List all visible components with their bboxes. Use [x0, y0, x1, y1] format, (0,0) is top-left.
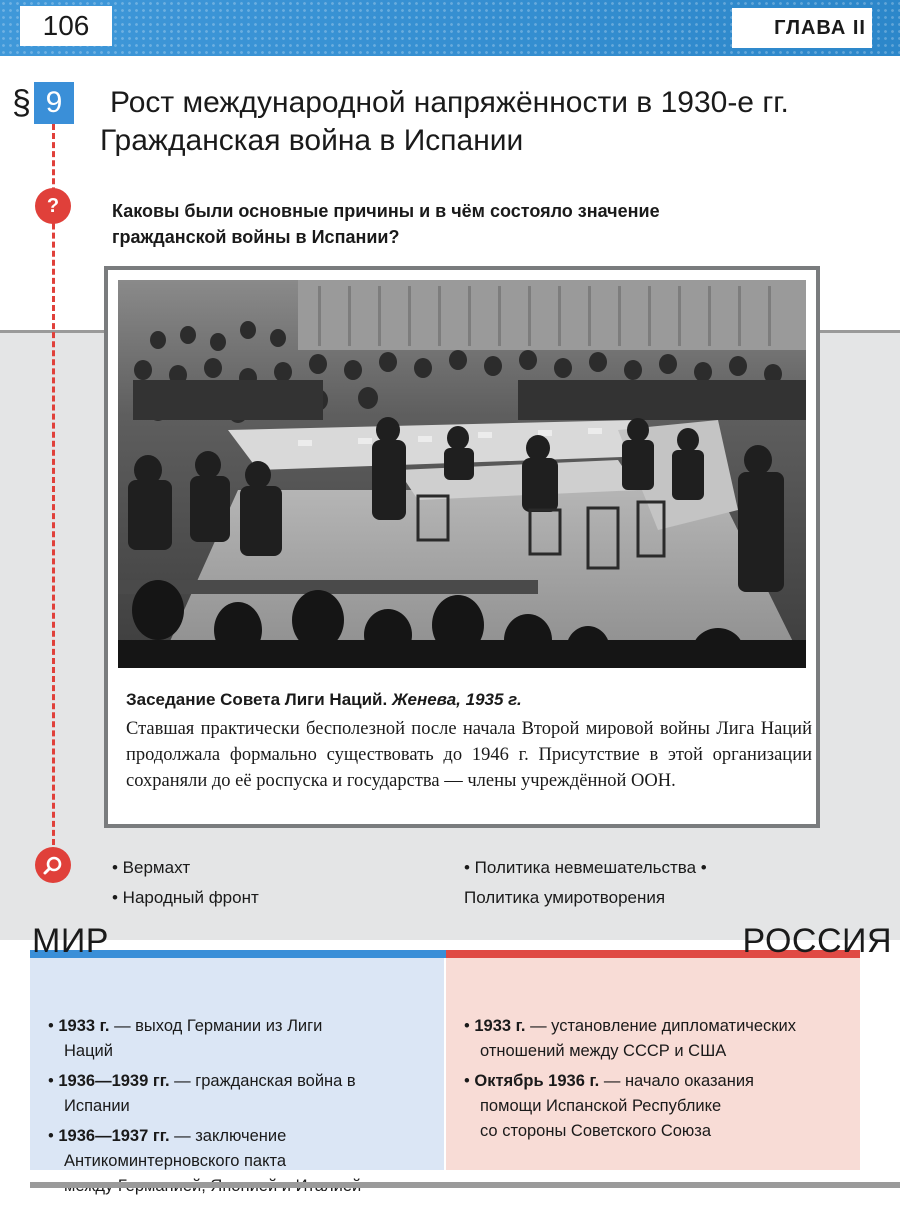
world-events	[48, 1014, 418, 1204]
event-text-cont: Наций	[64, 1042, 113, 1060]
key-terms-left	[112, 853, 259, 913]
section-title	[100, 84, 880, 160]
term-wehrmacht: • Вермахт	[112, 858, 191, 877]
bullet: •	[48, 1017, 54, 1035]
league-of-nations-photo	[118, 280, 806, 668]
bullet: •	[464, 1072, 470, 1090]
bottom-divider	[30, 1182, 900, 1188]
chapter-label: ГЛАВА II	[732, 8, 872, 48]
key-question: Каковы были основные причины и в чём состояло значение гражданской войны в Испании?	[112, 201, 660, 247]
event-text-cont: со стороны Советского Союза	[480, 1122, 712, 1140]
event-text: — установление дипломатических	[525, 1017, 796, 1035]
world-event	[48, 1069, 418, 1119]
term-popular-front: • Народный фронт	[112, 888, 259, 907]
section-title-line1: Рост международной напряжённости в 1930-е гг.	[110, 86, 789, 119]
bullet: •	[464, 1017, 470, 1035]
caption-place-date: Женева, 1935 г.	[391, 690, 522, 709]
event-text-cont: Испании	[64, 1097, 130, 1115]
event-date: 1933 г.	[474, 1017, 526, 1035]
event-text: — заключение	[169, 1127, 287, 1145]
event-date: Октябрь 1936 г.	[474, 1072, 600, 1090]
event-text: — выход Германии из Лиги	[109, 1017, 323, 1035]
russia-events	[464, 1014, 854, 1149]
key-terms-right	[464, 853, 707, 913]
bullet: •	[48, 1072, 54, 1090]
term-non-intervention: • Политика невмешательства •	[464, 858, 707, 877]
page-number: 106	[20, 6, 112, 46]
event-date: 1936—1937 гг.	[58, 1127, 170, 1145]
world-label: МИР	[32, 922, 109, 960]
section-title-line2: Гражданская война в Испании	[100, 124, 524, 157]
russia-event	[464, 1014, 854, 1064]
event-text: — начало оказания	[599, 1072, 754, 1090]
question-icon: ?	[35, 188, 71, 224]
photo-caption-text: Ставшая практически бесполезной после начала Второй мировой войны Лига Наций продолжала формально существовать до 1946 г. Присутствие в этой организации сохраняли до её роспуска и государства — члены учреждённой ООН.	[126, 719, 812, 791]
bullet: •	[48, 1127, 54, 1145]
photo-card	[104, 266, 820, 828]
event-text-cont: отношений между СССР и США	[480, 1042, 727, 1060]
paragraph-number: 9	[34, 82, 74, 124]
russia-event	[464, 1069, 854, 1144]
search-icon	[35, 847, 71, 883]
term-appeasement: Политика умиротворения	[464, 888, 666, 907]
russia-label: РОССИЯ	[742, 922, 892, 960]
event-text: — гражданская война в	[169, 1072, 356, 1090]
photo-caption-title	[126, 690, 806, 710]
page-header	[0, 0, 900, 56]
event-text-cont: помощи Испанской Республике	[480, 1097, 722, 1115]
caption-title-text: Заседание Совета Лиги Наций.	[126, 690, 388, 709]
dashed-guide-line	[52, 124, 55, 854]
event-date: 1936—1939 гг.	[58, 1072, 170, 1090]
world-event	[48, 1014, 418, 1064]
event-text-cont: Антикоминтерновского пакта	[64, 1152, 287, 1170]
paragraph-sign: §	[12, 84, 31, 122]
event-date: 1933 г.	[58, 1017, 110, 1035]
